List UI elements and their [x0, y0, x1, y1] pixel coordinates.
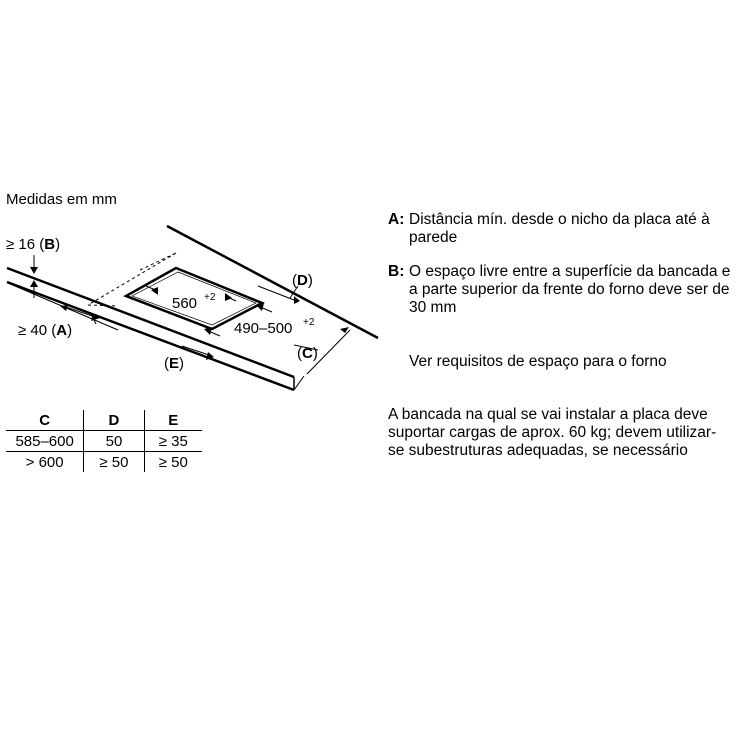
dim-d-arrow [258, 286, 294, 300]
label-d: (D) [292, 272, 313, 289]
dim-width-label: 560 [172, 295, 198, 312]
dim-c-extension [294, 376, 304, 390]
label-e-key: E [169, 355, 180, 372]
table-cell: ≥ 50 [84, 452, 144, 473]
table-header-d: D [84, 410, 144, 431]
table-cell: 585–600 [6, 431, 84, 452]
table-cell: 50 [84, 431, 144, 452]
legend-item-b [388, 263, 738, 317]
legend-key-b: B: [388, 263, 405, 280]
note-oven-requirements: Ver requisitos de espaço para o forno [409, 353, 667, 370]
label-c: (C) [297, 345, 318, 362]
legend-key-a: A: [388, 211, 405, 228]
dim-depth-label: 490–500 [234, 320, 293, 337]
label-a: ≥ 40 (A) [18, 322, 73, 339]
dim-b-arrowhead-top [30, 267, 38, 274]
table-row [6, 452, 202, 473]
table-header-row [6, 410, 202, 431]
table-header-e: E [144, 410, 202, 431]
dim-depth-arrowhead-bottom [204, 327, 212, 335]
legend-text-a: Distância mín. desde o nicho da placa até à parede [409, 211, 710, 246]
dim-width-tolerance: +2 [204, 292, 216, 303]
label-a-key: A [56, 322, 68, 339]
label-c-key: C [302, 345, 313, 362]
dim-560-arrowhead-right [225, 293, 232, 301]
table-row [6, 431, 202, 452]
legend-item-a [388, 211, 738, 247]
legend-text-b: O espaço livre entre a superfície da bancada e a parte superior da frente do forno deve ser de 30 mm [409, 263, 731, 316]
label-b: ≥ 16 (B) [6, 236, 61, 253]
table-header-c: C [6, 410, 84, 431]
table-cell: ≥ 35 [144, 431, 202, 452]
legend [388, 211, 738, 333]
dim-depth-tolerance: +2 [303, 317, 315, 328]
units-label: Medidas em mm [6, 191, 117, 208]
label-b-key: B [44, 236, 56, 253]
dim-b-arrowhead-bottom [30, 280, 38, 287]
label-d-key: D [297, 272, 308, 289]
note-worktop-load: A bancada na qual se vai instalar a placa deve suportar cargas de aprox. 60 kg; devem utilizar-se subestruturas adequadas, se necessário [388, 406, 717, 459]
niche-dashed-top [140, 253, 176, 270]
dim-a-arrowhead-left [60, 305, 68, 311]
table-cell: ≥ 50 [144, 452, 202, 473]
table-cell: > 600 [25, 453, 64, 471]
clearance-table [6, 410, 202, 472]
label-e: (E) [164, 355, 185, 372]
